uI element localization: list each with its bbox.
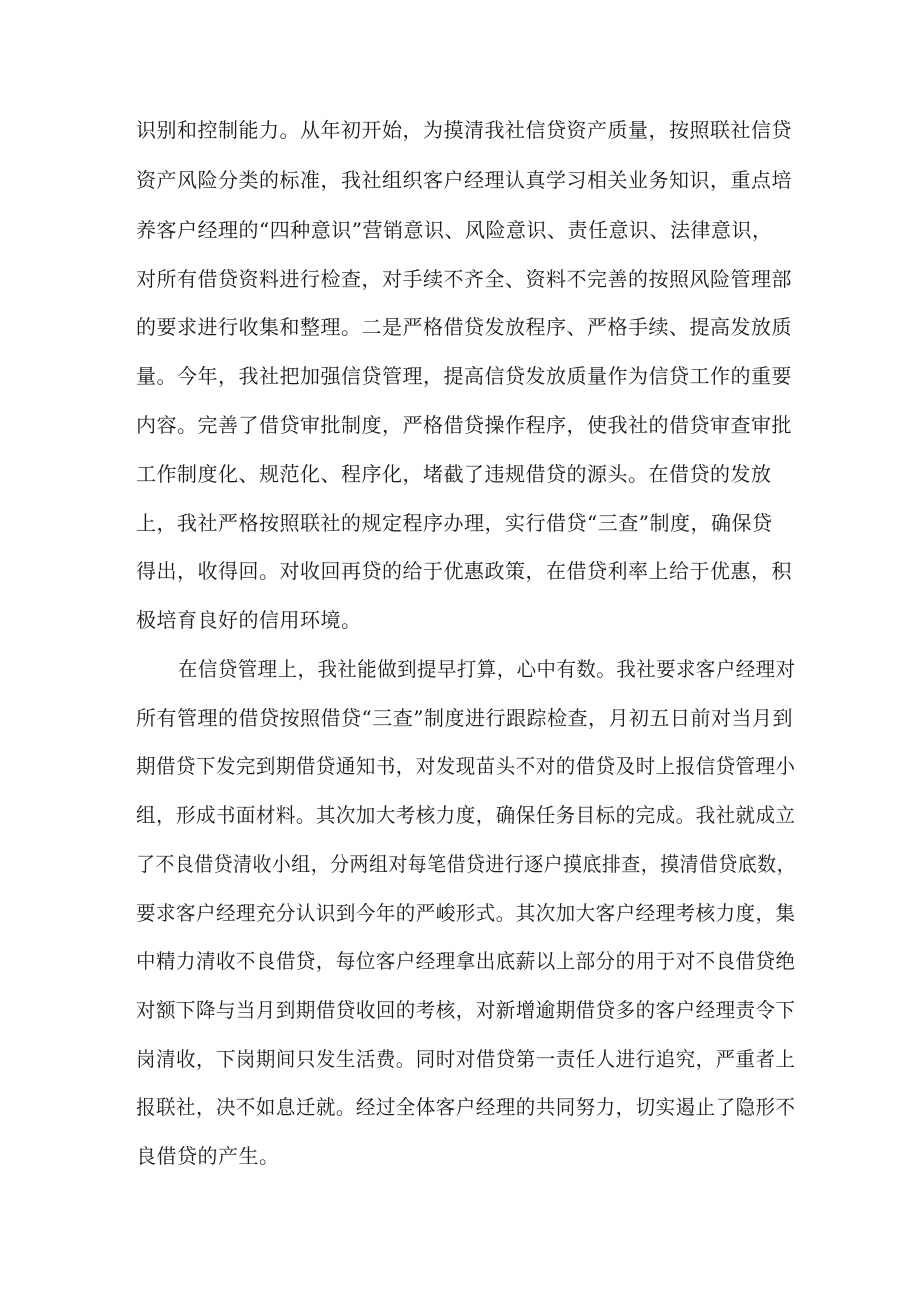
text-line: 要求客户经理充分认识到今年的严峻形式。其次加大客户经理考核力度，集 bbox=[136, 901, 796, 925]
text-line: 极培育良好的信用环境。 bbox=[136, 608, 362, 632]
text-line: 期借贷下发完到期借贷通知书，对发现苗头不对的借贷及时上报信贷管理小 bbox=[136, 754, 796, 778]
text-line: 对额下降与当月到期借贷收回的考核，对新增逾期借贷多的客户经理责令下 bbox=[136, 998, 796, 1022]
text-line: 岗清收，下岗期间只发生活费。同时对借贷第一责任人进行追究，严重者上 bbox=[136, 1047, 796, 1071]
text-line: 良借贷的产生。 bbox=[136, 1144, 280, 1168]
text-line: 得出，收得回。对收回再贷的给于优惠政策，在借贷利率上给于优惠，积 bbox=[136, 559, 792, 583]
text-line: 的要求进行收集和整理。二是严格借贷发放程序、严格手续、提高发放质 bbox=[136, 315, 792, 339]
text-line: 报联社，决不如息迁就。经过全体客户经理的共同努力，切实遏止了隐形不 bbox=[136, 1095, 796, 1119]
text-line: 量。今年，我社把加强信贷管理，提高信贷发放质量作为信贷工作的重要 bbox=[136, 364, 792, 388]
text-line: 对所有借贷资料进行检查，对手续不齐全、资料不完善的按照风险管理部 bbox=[136, 267, 792, 291]
text-line: 了不良借贷清收小组，分两组对每笔借贷进行逐户摸底排查，摸清借贷底数， bbox=[136, 852, 796, 876]
text-line: 资产风险分类的标准，我社组织客户经理认真学习相关业务知识，重点培 bbox=[136, 168, 792, 192]
text-line: 所有管理的借贷按照借贷“三查”制度进行跟踪检查，月初五日前对当月到 bbox=[136, 706, 793, 730]
text-line: 工作制度化、规范化、程序化，堵截了违规借贷的源头。在借贷的发放 bbox=[136, 462, 772, 486]
text-line: 中精力清收不良借贷，每位客户经理拿出底薪以上部分的用于对不良借贷绝 bbox=[136, 949, 796, 973]
text-line: 内容。完善了借贷审批制度，严格借贷操作程序，使我社的借贷审查审批 bbox=[136, 413, 792, 437]
text-line: 养客户经理的“四种意识”营销意识、风险意识、责任意识、法律意识， bbox=[136, 218, 773, 242]
text-line: 在信贷管理上，我社能做到提早打算，心中有数。我社要求客户经理对 bbox=[178, 657, 796, 681]
text-line: 识别和控制能力。从年初开始，为摸清我社信贷资产质量，按照联社信贷 bbox=[136, 118, 792, 142]
text-line: 上，我社严格按照联社的规定程序办理，实行借贷“三查”制度，确保贷 bbox=[136, 511, 773, 535]
text-line: 组，形成书面材料。其次加大考核力度，确保任务目标的完成。我社就成立 bbox=[136, 803, 796, 827]
